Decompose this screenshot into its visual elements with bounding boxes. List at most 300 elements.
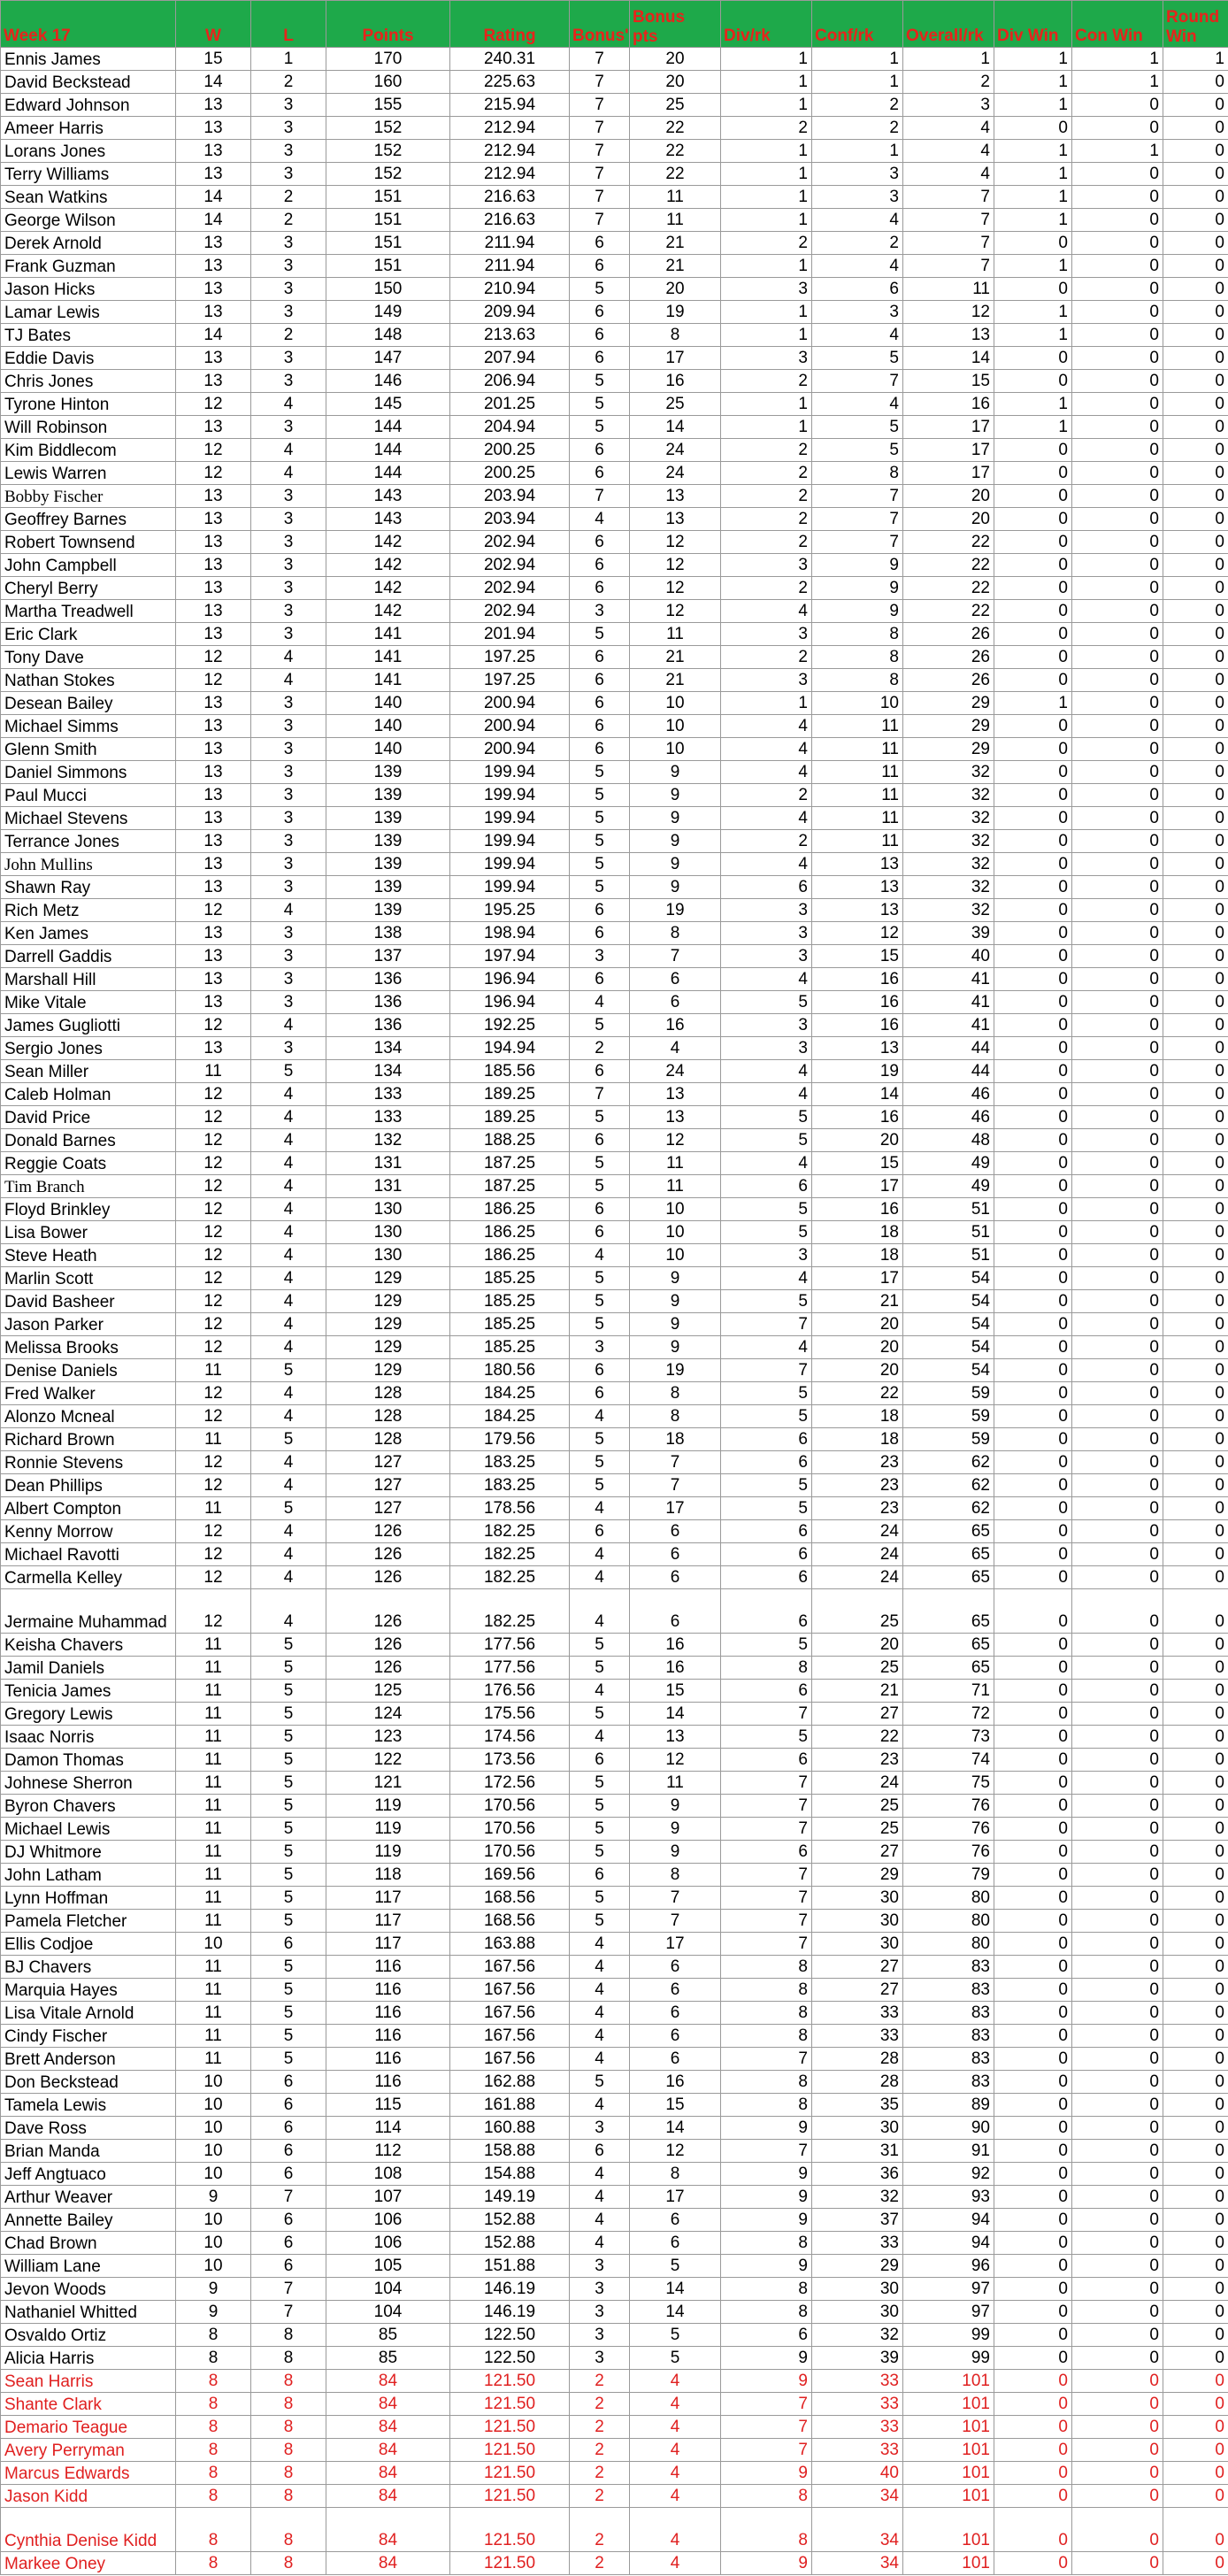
- div-win-cell: 0: [994, 2117, 1072, 2140]
- table-row: [1, 393, 1228, 416]
- bonus-pts-cell: 8: [630, 922, 721, 945]
- wins-cell: 12: [176, 646, 251, 669]
- bonus-pts-cell: 8: [630, 1864, 721, 1887]
- table-row: [1, 117, 1228, 140]
- losses-cell: 4: [251, 1451, 326, 1474]
- wins-cell: 11: [176, 1657, 251, 1680]
- header-rating: Rating: [450, 1, 570, 48]
- header-points: Points: [326, 1, 450, 48]
- round-win-cell: 0: [1163, 278, 1228, 301]
- round-win-cell: 0: [1163, 2048, 1228, 2071]
- bonus-pts-cell: 9: [630, 1841, 721, 1864]
- points-cell: 116: [326, 2048, 450, 2071]
- losses-cell: 3: [251, 508, 326, 531]
- bonus-cell: 7: [570, 485, 630, 508]
- round-win-cell: 0: [1163, 1772, 1228, 1795]
- wins-cell: 10: [176, 2232, 251, 2255]
- player-name: Lynn Hoffman: [1, 1887, 176, 1910]
- div-win-cell: 0: [994, 1818, 1072, 1841]
- points-cell: 139: [326, 761, 450, 784]
- bonus-cell: 4: [570, 2048, 630, 2071]
- wins-cell: 13: [176, 255, 251, 278]
- points-cell: 139: [326, 876, 450, 899]
- div-win-cell: 0: [994, 117, 1072, 140]
- div-rank-cell: 3: [721, 945, 812, 968]
- round-win-cell: 0: [1163, 1428, 1228, 1451]
- wins-cell: 11: [176, 1864, 251, 1887]
- wins-cell: 12: [176, 439, 251, 462]
- wins-cell: 13: [176, 991, 251, 1014]
- bonus-cell: 5: [570, 1703, 630, 1726]
- overall-rank-cell: 90: [903, 2117, 994, 2140]
- losses-cell: 8: [251, 2347, 326, 2370]
- overall-rank-cell: 96: [903, 2255, 994, 2278]
- bonus-pts-cell: 4: [630, 2370, 721, 2393]
- div-rank-cell: 9: [721, 2347, 812, 2370]
- div-win-cell: 0: [994, 485, 1072, 508]
- bonus-pts-cell: 16: [630, 1634, 721, 1657]
- div-rank-cell: 1: [721, 48, 812, 71]
- points-cell: 149: [326, 301, 450, 324]
- bonus-pts-cell: 13: [630, 1726, 721, 1749]
- player-name: Markee Oney: [1, 2552, 176, 2575]
- table-row: [1, 1336, 1228, 1359]
- points-cell: 84: [326, 2370, 450, 2393]
- div-rank-cell: 9: [721, 2462, 812, 2485]
- rating-cell: 180.56: [450, 1359, 570, 1382]
- losses-cell: 3: [251, 1037, 326, 1060]
- div-win-cell: 0: [994, 807, 1072, 830]
- losses-cell: 6: [251, 2163, 326, 2186]
- table-row: [1, 1198, 1228, 1221]
- rating-cell: 169.56: [450, 1864, 570, 1887]
- points-cell: 130: [326, 1221, 450, 1244]
- bonus-cell: 5: [570, 1657, 630, 1680]
- div-win-cell: 0: [994, 1106, 1072, 1129]
- round-win-cell: 0: [1163, 2163, 1228, 2186]
- rating-cell: 154.88: [450, 2163, 570, 2186]
- div-win-cell: 0: [994, 554, 1072, 577]
- player-name: Reggie Coats: [1, 1152, 176, 1175]
- table-row: [1, 853, 1228, 876]
- rating-cell: 152.88: [450, 2232, 570, 2255]
- rating-cell: 183.25: [450, 1474, 570, 1497]
- points-cell: 134: [326, 1037, 450, 1060]
- wins-cell: 11: [176, 1359, 251, 1382]
- conf-rank-cell: 15: [812, 1152, 903, 1175]
- bonus-cell: 6: [570, 531, 630, 554]
- div-win-cell: 0: [994, 1313, 1072, 1336]
- bonus-cell: 4: [570, 2209, 630, 2232]
- table-row: [1, 945, 1228, 968]
- bonus-cell: 5: [570, 876, 630, 899]
- con-win-cell: 0: [1072, 393, 1163, 416]
- div-win-cell: 1: [994, 71, 1072, 94]
- con-win-cell: 0: [1072, 301, 1163, 324]
- rating-cell: 203.94: [450, 485, 570, 508]
- rating-cell: 202.94: [450, 554, 570, 577]
- rating-cell: 212.94: [450, 117, 570, 140]
- bonus-cell: 6: [570, 899, 630, 922]
- bonus-pts-cell: 4: [630, 2439, 721, 2462]
- con-win-cell: 0: [1072, 2347, 1163, 2370]
- overall-rank-cell: 22: [903, 554, 994, 577]
- wins-cell: 13: [176, 163, 251, 186]
- points-cell: 129: [326, 1267, 450, 1290]
- points-cell: 117: [326, 1910, 450, 1933]
- round-win-cell: 0: [1163, 1037, 1228, 1060]
- con-win-cell: 0: [1072, 1979, 1163, 2002]
- header-overall-rank: Overall/rk: [903, 1, 994, 48]
- points-cell: 126: [326, 1589, 450, 1634]
- bonus-pts-cell: 6: [630, 2025, 721, 2048]
- points-cell: 114: [326, 2117, 450, 2140]
- round-win-cell: 0: [1163, 1726, 1228, 1749]
- points-cell: 116: [326, 2002, 450, 2025]
- player-name: Kenny Morrow: [1, 1520, 176, 1543]
- round-win-cell: 0: [1163, 2462, 1228, 2485]
- points-cell: 107: [326, 2186, 450, 2209]
- round-win-cell: 0: [1163, 1359, 1228, 1382]
- bonus-pts-cell: 7: [630, 1451, 721, 1474]
- table-row: [1, 807, 1228, 830]
- overall-rank-cell: 39: [903, 922, 994, 945]
- table-row: [1, 1749, 1228, 1772]
- bonus-pts-cell: 9: [630, 853, 721, 876]
- div-win-cell: 0: [994, 1037, 1072, 1060]
- player-name: Jamil Daniels: [1, 1657, 176, 1680]
- conf-rank-cell: 5: [812, 439, 903, 462]
- rating-cell: 189.25: [450, 1083, 570, 1106]
- div-rank-cell: 8: [721, 2232, 812, 2255]
- player-name: Denise Daniels: [1, 1359, 176, 1382]
- rating-cell: 225.63: [450, 71, 570, 94]
- rating-cell: 185.25: [450, 1290, 570, 1313]
- losses-cell: 3: [251, 485, 326, 508]
- div-win-cell: 0: [994, 1083, 1072, 1106]
- bonus-cell: 5: [570, 1910, 630, 1933]
- points-cell: 126: [326, 1657, 450, 1680]
- bonus-cell: 4: [570, 1680, 630, 1703]
- conf-rank-cell: 25: [812, 1818, 903, 1841]
- div-rank-cell: 8: [721, 2025, 812, 2048]
- bonus-cell: 4: [570, 1543, 630, 1566]
- div-win-cell: 0: [994, 991, 1072, 1014]
- losses-cell: 5: [251, 1060, 326, 1083]
- rating-cell: 197.25: [450, 669, 570, 692]
- bonus-cell: 3: [570, 2347, 630, 2370]
- player-name: David Basheer: [1, 1290, 176, 1313]
- bonus-cell: 4: [570, 991, 630, 1014]
- div-rank-cell: 4: [721, 1060, 812, 1083]
- conf-rank-cell: 40: [812, 2462, 903, 2485]
- points-cell: 141: [326, 669, 450, 692]
- bonus-cell: 5: [570, 1634, 630, 1657]
- overall-rank-cell: 65: [903, 1657, 994, 1680]
- conf-rank-cell: 33: [812, 2370, 903, 2393]
- overall-rank-cell: 80: [903, 1933, 994, 1956]
- div-win-cell: 1: [994, 301, 1072, 324]
- overall-rank-cell: 44: [903, 1037, 994, 1060]
- player-name: Nathaniel Whitted: [1, 2301, 176, 2324]
- rating-cell: 213.63: [450, 324, 570, 347]
- div-rank-cell: 2: [721, 117, 812, 140]
- table-row: [1, 2025, 1228, 2048]
- div-win-cell: 0: [994, 2439, 1072, 2462]
- losses-cell: 3: [251, 784, 326, 807]
- conf-rank-cell: 23: [812, 1749, 903, 1772]
- losses-cell: 6: [251, 2140, 326, 2163]
- div-win-cell: 0: [994, 2002, 1072, 2025]
- bonus-cell: 5: [570, 784, 630, 807]
- bonus-pts-cell: 12: [630, 1749, 721, 1772]
- overall-rank-cell: 12: [903, 301, 994, 324]
- rating-cell: 121.50: [450, 2508, 570, 2552]
- points-cell: 116: [326, 1979, 450, 2002]
- rating-cell: 122.50: [450, 2347, 570, 2370]
- overall-rank-cell: 59: [903, 1382, 994, 1405]
- bonus-cell: 4: [570, 508, 630, 531]
- round-win-cell: 0: [1163, 646, 1228, 669]
- table-row: [1, 416, 1228, 439]
- rating-cell: 160.88: [450, 2117, 570, 2140]
- conf-rank-cell: 18: [812, 1405, 903, 1428]
- rating-cell: 182.25: [450, 1543, 570, 1566]
- div-win-cell: 0: [994, 1428, 1072, 1451]
- header-row: [1, 1, 1228, 48]
- conf-rank-cell: 13: [812, 899, 903, 922]
- round-win-cell: 0: [1163, 1336, 1228, 1359]
- con-win-cell: 0: [1072, 2163, 1163, 2186]
- bonus-pts-cell: 10: [630, 692, 721, 715]
- rating-cell: 173.56: [450, 1749, 570, 1772]
- div-win-cell: 0: [994, 669, 1072, 692]
- conf-rank-cell: 33: [812, 2232, 903, 2255]
- div-rank-cell: 5: [721, 1474, 812, 1497]
- player-name: Lorans Jones: [1, 140, 176, 163]
- points-cell: 133: [326, 1106, 450, 1129]
- table-row: [1, 1680, 1228, 1703]
- table-row: [1, 1405, 1228, 1428]
- player-name: Will Robinson: [1, 416, 176, 439]
- bonus-cell: 4: [570, 2232, 630, 2255]
- rating-cell: 121.50: [450, 2462, 570, 2485]
- bonus-pts-cell: 21: [630, 646, 721, 669]
- div-rank-cell: 7: [721, 1313, 812, 1336]
- overall-rank-cell: 83: [903, 2025, 994, 2048]
- bonus-pts-cell: 6: [630, 2232, 721, 2255]
- overall-rank-cell: 83: [903, 1956, 994, 1979]
- bonus-cell: 5: [570, 1267, 630, 1290]
- losses-cell: 5: [251, 1726, 326, 1749]
- con-win-cell: 0: [1072, 968, 1163, 991]
- bonus-pts-cell: 16: [630, 2071, 721, 2094]
- overall-rank-cell: 41: [903, 1014, 994, 1037]
- div-win-cell: 0: [994, 738, 1072, 761]
- points-cell: 142: [326, 531, 450, 554]
- div-rank-cell: 9: [721, 2255, 812, 2278]
- bonus-pts-cell: 11: [630, 1175, 721, 1198]
- overall-rank-cell: 97: [903, 2301, 994, 2324]
- overall-rank-cell: 62: [903, 1497, 994, 1520]
- losses-cell: 4: [251, 1405, 326, 1428]
- losses-cell: 4: [251, 393, 326, 416]
- conf-rank-cell: 36: [812, 2163, 903, 2186]
- div-rank-cell: 2: [721, 232, 812, 255]
- div-rank-cell: 3: [721, 1037, 812, 1060]
- points-cell: 140: [326, 738, 450, 761]
- points-cell: 126: [326, 1543, 450, 1566]
- overall-rank-cell: 17: [903, 416, 994, 439]
- table-row: [1, 2508, 1228, 2552]
- overall-rank-cell: 101: [903, 2439, 994, 2462]
- table-row: [1, 232, 1228, 255]
- player-name: Martha Treadwell: [1, 600, 176, 623]
- round-win-cell: 0: [1163, 2117, 1228, 2140]
- round-win-cell: 0: [1163, 301, 1228, 324]
- round-win-cell: 0: [1163, 2485, 1228, 2508]
- bonus-cell: 5: [570, 1818, 630, 1841]
- overall-rank-cell: 54: [903, 1359, 994, 1382]
- losses-cell: 4: [251, 462, 326, 485]
- bonus-cell: 4: [570, 1497, 630, 1520]
- div-win-cell: 0: [994, 1680, 1072, 1703]
- bonus-cell: 6: [570, 232, 630, 255]
- con-win-cell: 0: [1072, 876, 1163, 899]
- overall-rank-cell: 7: [903, 209, 994, 232]
- div-win-cell: 0: [994, 623, 1072, 646]
- rating-cell: 168.56: [450, 1887, 570, 1910]
- bonus-cell: 6: [570, 439, 630, 462]
- points-cell: 104: [326, 2278, 450, 2301]
- losses-cell: 5: [251, 2025, 326, 2048]
- bonus-cell: 7: [570, 1083, 630, 1106]
- con-win-cell: 0: [1072, 830, 1163, 853]
- losses-cell: 3: [251, 232, 326, 255]
- round-win-cell: 0: [1163, 1129, 1228, 1152]
- bonus-pts-cell: 22: [630, 163, 721, 186]
- conf-rank-cell: 16: [812, 968, 903, 991]
- conf-rank-cell: 20: [812, 1634, 903, 1657]
- conf-rank-cell: 8: [812, 462, 903, 485]
- player-name: Marlin Scott: [1, 1267, 176, 1290]
- div-rank-cell: 6: [721, 1680, 812, 1703]
- losses-cell: 3: [251, 807, 326, 830]
- div-rank-cell: 2: [721, 646, 812, 669]
- con-win-cell: 0: [1072, 370, 1163, 393]
- bonus-cell: 3: [570, 945, 630, 968]
- losses-cell: 7: [251, 2278, 326, 2301]
- overall-rank-cell: 65: [903, 1589, 994, 1634]
- points-cell: 127: [326, 1474, 450, 1497]
- wins-cell: 9: [176, 2186, 251, 2209]
- losses-cell: 5: [251, 1795, 326, 1818]
- div-rank-cell: 5: [721, 1198, 812, 1221]
- losses-cell: 4: [251, 1589, 326, 1634]
- conf-rank-cell: 6: [812, 278, 903, 301]
- div-rank-cell: 8: [721, 1657, 812, 1680]
- player-name: Tenicia James: [1, 1680, 176, 1703]
- div-rank-cell: 4: [721, 968, 812, 991]
- div-rank-cell: 9: [721, 2186, 812, 2209]
- rating-cell: 200.94: [450, 692, 570, 715]
- conf-rank-cell: 18: [812, 1221, 903, 1244]
- div-win-cell: 0: [994, 1589, 1072, 1634]
- bonus-pts-cell: 11: [630, 623, 721, 646]
- wins-cell: 12: [176, 1244, 251, 1267]
- div-rank-cell: 6: [721, 1175, 812, 1198]
- conf-rank-cell: 7: [812, 531, 903, 554]
- rating-cell: 121.50: [450, 2370, 570, 2393]
- bonus-cell: 6: [570, 1382, 630, 1405]
- losses-cell: 4: [251, 669, 326, 692]
- rating-cell: 212.94: [450, 140, 570, 163]
- conf-rank-cell: 37: [812, 2209, 903, 2232]
- div-rank-cell: 2: [721, 370, 812, 393]
- losses-cell: 5: [251, 1910, 326, 1933]
- losses-cell: 4: [251, 1175, 326, 1198]
- bonus-pts-cell: 9: [630, 830, 721, 853]
- overall-rank-cell: 15: [903, 370, 994, 393]
- bonus-cell: 4: [570, 1933, 630, 1956]
- bonus-cell: 7: [570, 209, 630, 232]
- table-row: [1, 163, 1228, 186]
- rating-cell: 170.56: [450, 1795, 570, 1818]
- round-win-cell: 0: [1163, 1956, 1228, 1979]
- conf-rank-cell: 4: [812, 393, 903, 416]
- bonus-pts-cell: 12: [630, 554, 721, 577]
- div-win-cell: 0: [994, 1956, 1072, 1979]
- wins-cell: 13: [176, 922, 251, 945]
- bonus-pts-cell: 6: [630, 1543, 721, 1566]
- con-win-cell: 0: [1072, 945, 1163, 968]
- table-row: [1, 2324, 1228, 2347]
- overall-rank-cell: 4: [903, 163, 994, 186]
- round-win-cell: 0: [1163, 1703, 1228, 1726]
- bonus-pts-cell: 10: [630, 1198, 721, 1221]
- bonus-pts-cell: 16: [630, 1014, 721, 1037]
- points-cell: 129: [326, 1336, 450, 1359]
- bonus-cell: 2: [570, 2370, 630, 2393]
- overall-rank-cell: 51: [903, 1198, 994, 1221]
- conf-rank-cell: 30: [812, 1933, 903, 1956]
- con-win-cell: 0: [1072, 761, 1163, 784]
- overall-rank-cell: 32: [903, 761, 994, 784]
- bonus-cell: 6: [570, 577, 630, 600]
- div-win-cell: 0: [994, 2347, 1072, 2370]
- wins-cell: 11: [176, 1772, 251, 1795]
- points-cell: 136: [326, 1014, 450, 1037]
- rating-cell: 149.19: [450, 2186, 570, 2209]
- conf-rank-cell: 5: [812, 347, 903, 370]
- bonus-pts-cell: 9: [630, 761, 721, 784]
- bonus-pts-cell: 10: [630, 715, 721, 738]
- div-win-cell: 0: [994, 2163, 1072, 2186]
- round-win-cell: 0: [1163, 255, 1228, 278]
- con-win-cell: 0: [1072, 1244, 1163, 1267]
- wins-cell: 12: [176, 393, 251, 416]
- wins-cell: 13: [176, 784, 251, 807]
- points-cell: 144: [326, 439, 450, 462]
- player-name: Ameer Harris: [1, 117, 176, 140]
- round-win-cell: 0: [1163, 1451, 1228, 1474]
- con-win-cell: 0: [1072, 738, 1163, 761]
- bonus-pts-cell: 9: [630, 784, 721, 807]
- div-rank-cell: 5: [721, 1129, 812, 1152]
- div-rank-cell: 9: [721, 2552, 812, 2575]
- overall-rank-cell: 4: [903, 117, 994, 140]
- overall-rank-cell: 91: [903, 2140, 994, 2163]
